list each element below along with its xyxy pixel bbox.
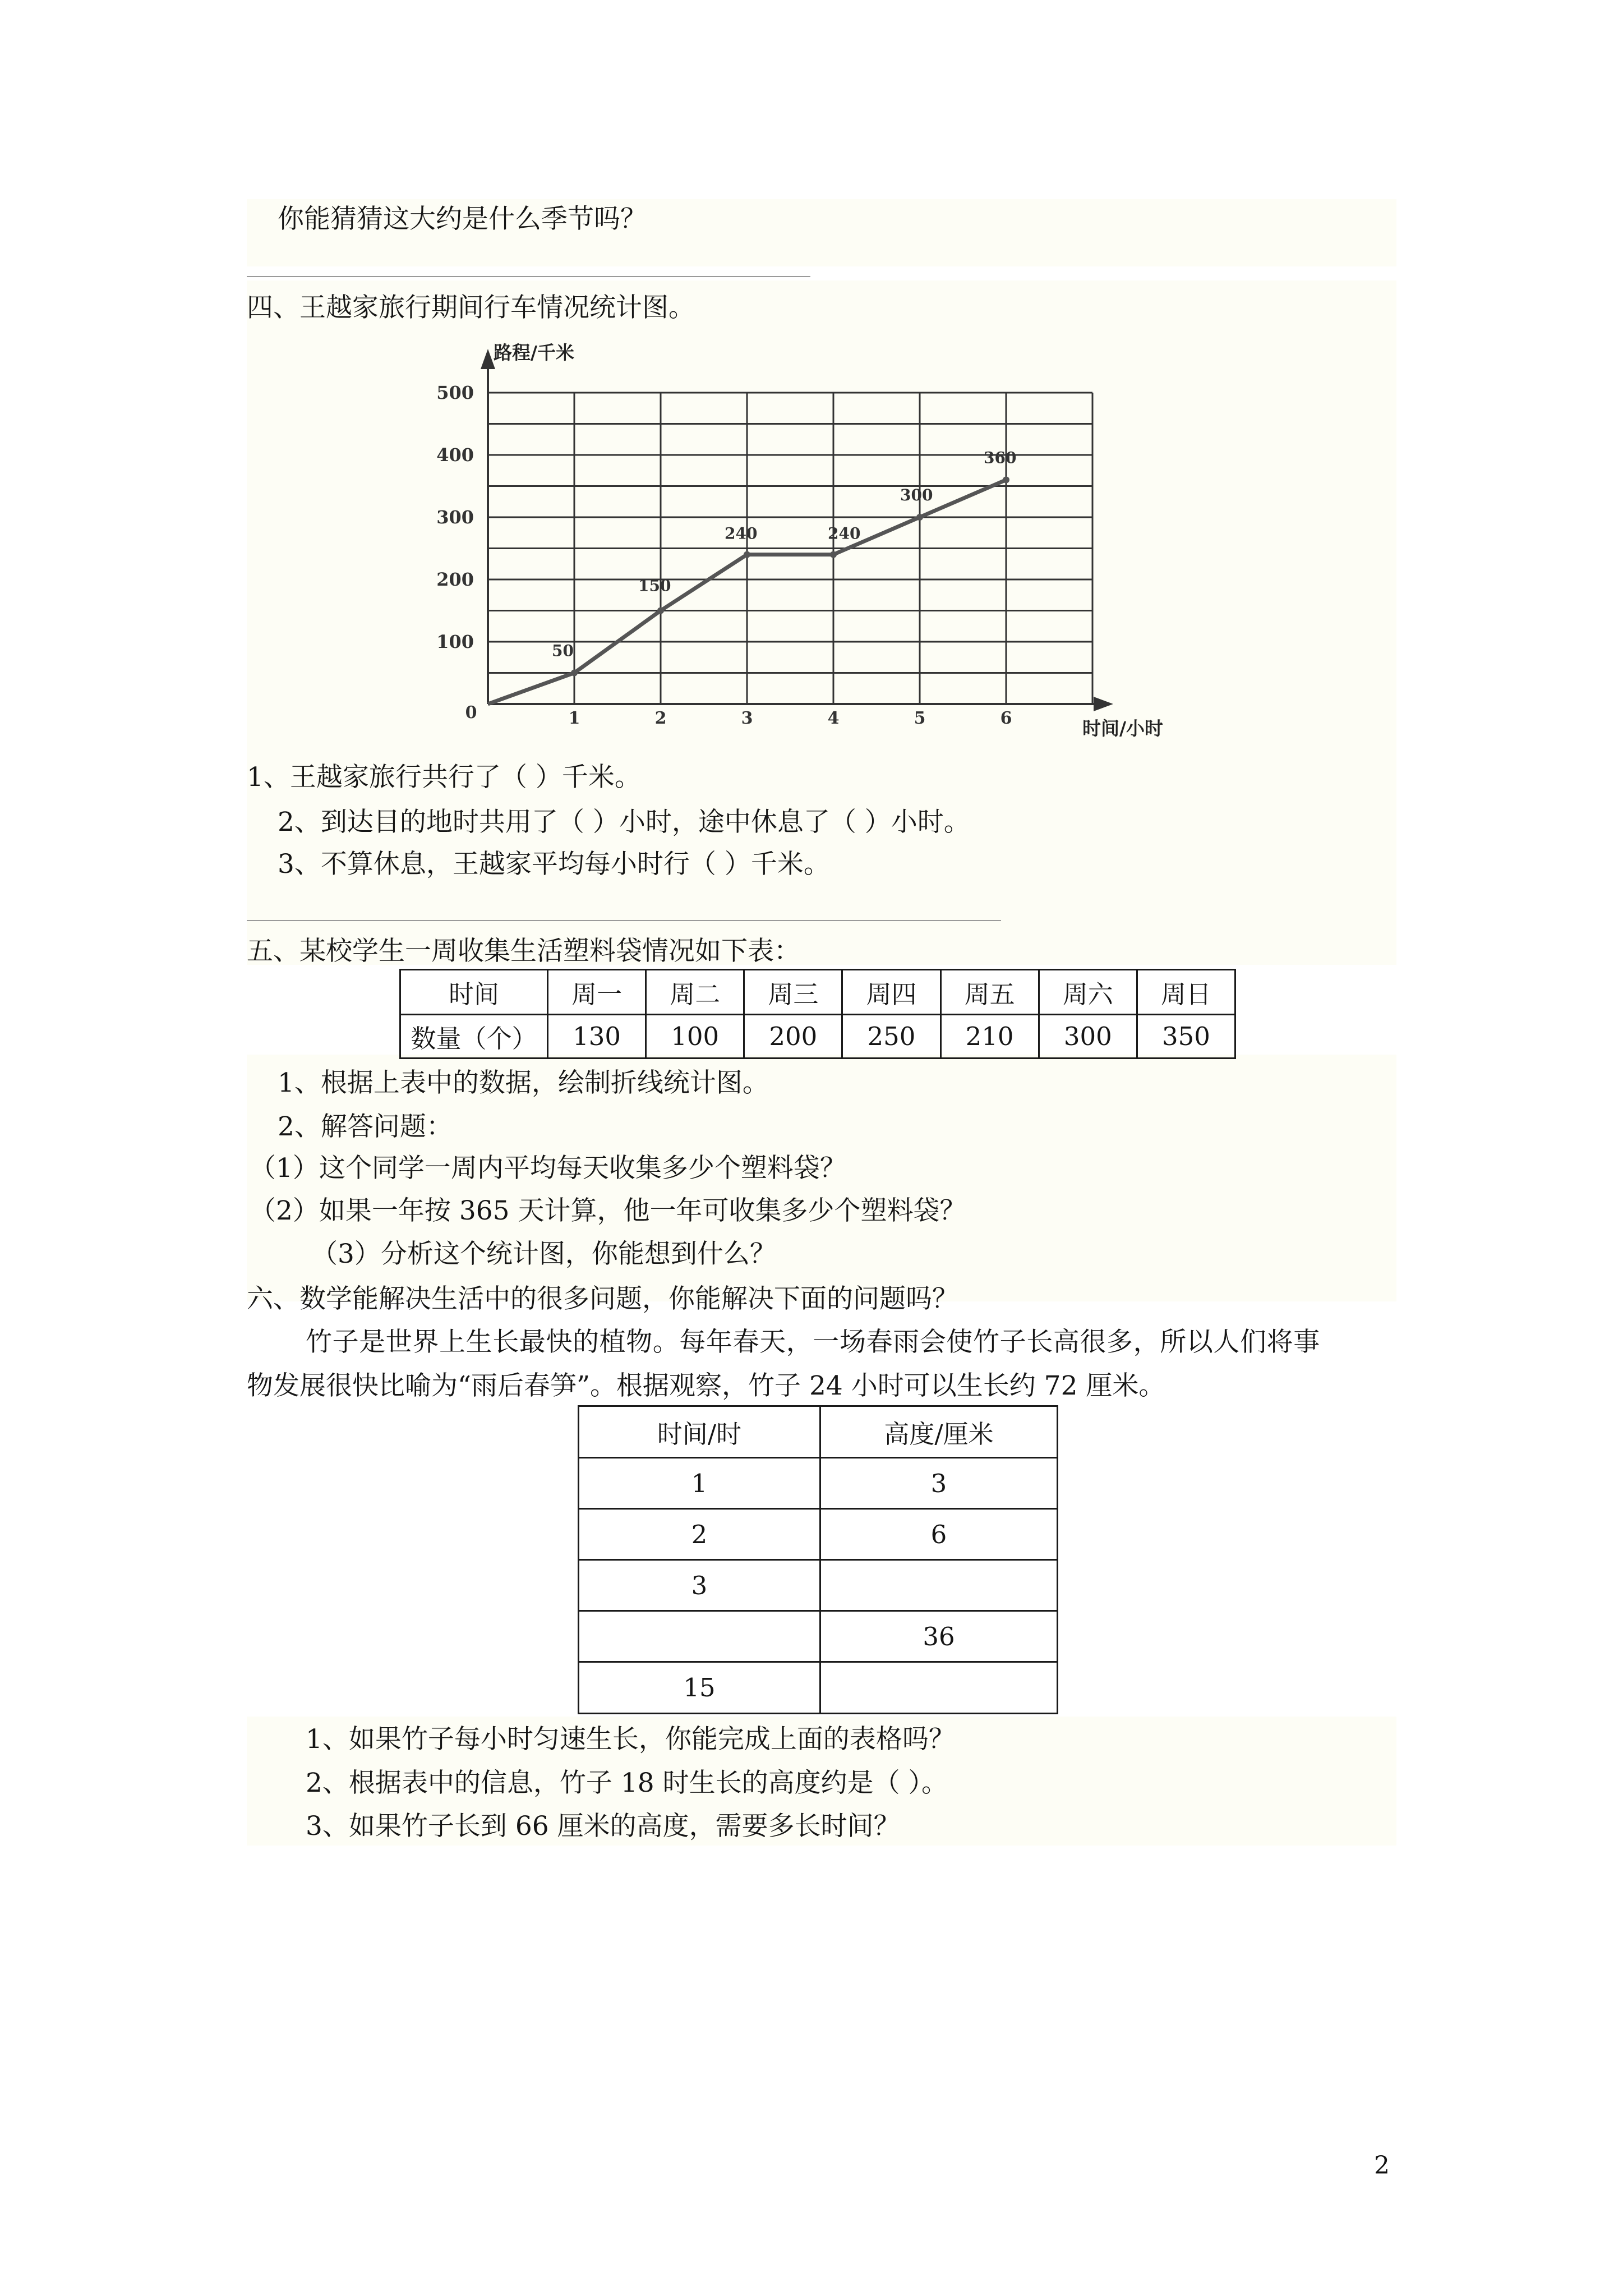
section5-line-5: （3）分析这个统计图，你能想到什么？ xyxy=(311,1239,776,1269)
data-point xyxy=(830,551,837,558)
table-cell: 周三 xyxy=(744,970,842,1015)
table-row xyxy=(579,1662,1058,1714)
table-cell: 300 xyxy=(1039,1015,1137,1059)
x-tick-label: 6 xyxy=(1000,708,1012,728)
table-cell: 250 xyxy=(842,1015,940,1059)
bamboo-growth-table xyxy=(578,1405,1058,1714)
separator-1 xyxy=(247,276,810,277)
table-cell: 周一 xyxy=(548,970,646,1015)
x-tick-label: 2 xyxy=(654,708,667,728)
data-label: 240 xyxy=(828,524,861,543)
separator-2 xyxy=(247,920,1001,921)
table-cell: 210 xyxy=(940,1015,1039,1059)
table-cell xyxy=(579,1611,820,1662)
table-cell: 周五 xyxy=(940,970,1039,1015)
data-label: 360 xyxy=(984,448,1017,467)
table-cell: 2 xyxy=(579,1509,820,1560)
table-cell xyxy=(820,1662,1058,1714)
table-cell: 周二 xyxy=(646,970,744,1015)
section6-paragraph-1: 竹子是世界上生长最快的植物。每年春天，一场春雨会使竹子长高很多，所以人们将事 xyxy=(306,1327,1320,1358)
section4-title: 四、王越家旅行期间行车情况统计图。 xyxy=(247,292,695,323)
table-cell: 时间 xyxy=(400,970,548,1015)
table-cell: 数量（个） xyxy=(400,1015,548,1059)
section5-line-4: （2）如果一年按 365 天计算，他一年可收集多少个塑料袋？ xyxy=(250,1195,966,1226)
chart-grid xyxy=(488,393,1092,704)
table-cell: 高度/厘米 xyxy=(820,1406,1058,1458)
data-label: 50 xyxy=(552,641,574,660)
data-label: 240 xyxy=(725,524,758,543)
chart-series xyxy=(488,476,1009,704)
y-tick-label: 300 xyxy=(436,507,474,528)
table-row xyxy=(400,1015,1235,1059)
table-row xyxy=(579,1406,1058,1458)
plastic-bag-table xyxy=(399,969,1236,1059)
chart-axes xyxy=(481,342,1163,739)
section4-question-2: 2、到达目的地时共用了（ ）小时，途中休息了（ ）小时。 xyxy=(278,807,970,838)
table-cell: 200 xyxy=(744,1015,842,1059)
data-point xyxy=(744,551,750,558)
table-row xyxy=(400,970,1235,1015)
x-axis-label: 时间/小时 xyxy=(1082,717,1164,739)
y-axis-label: 路程/千米 xyxy=(494,342,575,364)
y-tick-label: 400 xyxy=(436,444,474,466)
table-cell: 15 xyxy=(579,1662,820,1714)
table-cell: 时间/时 xyxy=(579,1406,820,1458)
x-tick-label: 5 xyxy=(914,708,926,728)
section6-question-3: 3、如果竹子长到 66 厘米的高度，需要多长时间？ xyxy=(306,1811,900,1842)
table-row xyxy=(579,1458,1058,1509)
section4-question-3: 3、不算休息，王越家平均每小时行（ ）千米。 xyxy=(278,849,830,880)
table-cell xyxy=(820,1560,1058,1611)
section5-line-1: 1、根据上表中的数据，绘制折线统计图。 xyxy=(278,1068,769,1098)
data-point xyxy=(916,514,923,521)
y-tick-label: 200 xyxy=(436,569,474,590)
section6-title: 六、数学能解决生活中的很多问题，你能解决下面的问题吗？ xyxy=(247,1283,958,1314)
table-cell: 3 xyxy=(820,1458,1058,1509)
travel-line-chart xyxy=(393,337,1178,740)
section6-question-2: 2、根据表中的信息，竹子 18 时生长的高度约是（ ）。 xyxy=(306,1768,948,1798)
x-tick-label: 0 xyxy=(465,703,477,723)
section6-paragraph-2: 物发展很快比喻为“雨后春笋”。根据观察，竹子 24 小时可以生长约 72 厘米。 xyxy=(247,1370,1165,1401)
data-point xyxy=(571,670,578,677)
table-cell: 1 xyxy=(579,1458,820,1509)
section6-question-1: 1、如果竹子每小时匀速生长，你能完成上面的表格吗？ xyxy=(306,1724,955,1755)
x-tick-label: 3 xyxy=(741,708,753,728)
data-label: 300 xyxy=(900,486,933,504)
section5-line-3: （1）这个同学一周内平均每天收集多少个塑料袋？ xyxy=(250,1153,846,1184)
data-point xyxy=(1003,476,1009,483)
table-cell: 周日 xyxy=(1137,970,1235,1015)
chart-ticks xyxy=(436,382,1012,728)
table-cell: 周四 xyxy=(842,970,940,1015)
table-cell: 36 xyxy=(820,1611,1058,1662)
y-tick-label: 500 xyxy=(436,382,474,403)
page-number: 2 xyxy=(1374,2151,1390,2180)
data-point xyxy=(657,608,664,614)
intro-question: 你能猜猜这大约是什么季节吗？ xyxy=(278,204,647,234)
table-cell: 周六 xyxy=(1039,970,1137,1015)
table-row xyxy=(579,1611,1058,1662)
table-cell: 350 xyxy=(1137,1015,1235,1059)
section4-question-1: 1、王越家旅行共行了（ ）千米。 xyxy=(247,762,641,793)
section5-line-2: 2、解答问题： xyxy=(278,1111,453,1142)
x-tick-label: 4 xyxy=(827,708,840,728)
x-tick-label: 1 xyxy=(568,708,580,728)
section5-title: 五、某校学生一周收集生活塑料袋情况如下表： xyxy=(247,936,800,967)
table-cell: 130 xyxy=(548,1015,646,1059)
table-row xyxy=(579,1560,1058,1611)
table-cell: 3 xyxy=(579,1560,820,1611)
x-axis-arrow xyxy=(1094,697,1113,711)
table-row xyxy=(579,1509,1058,1560)
table-cell: 6 xyxy=(820,1509,1058,1560)
data-label: 150 xyxy=(638,576,671,595)
table-cell: 100 xyxy=(646,1015,744,1059)
y-tick-label: 100 xyxy=(436,631,474,652)
